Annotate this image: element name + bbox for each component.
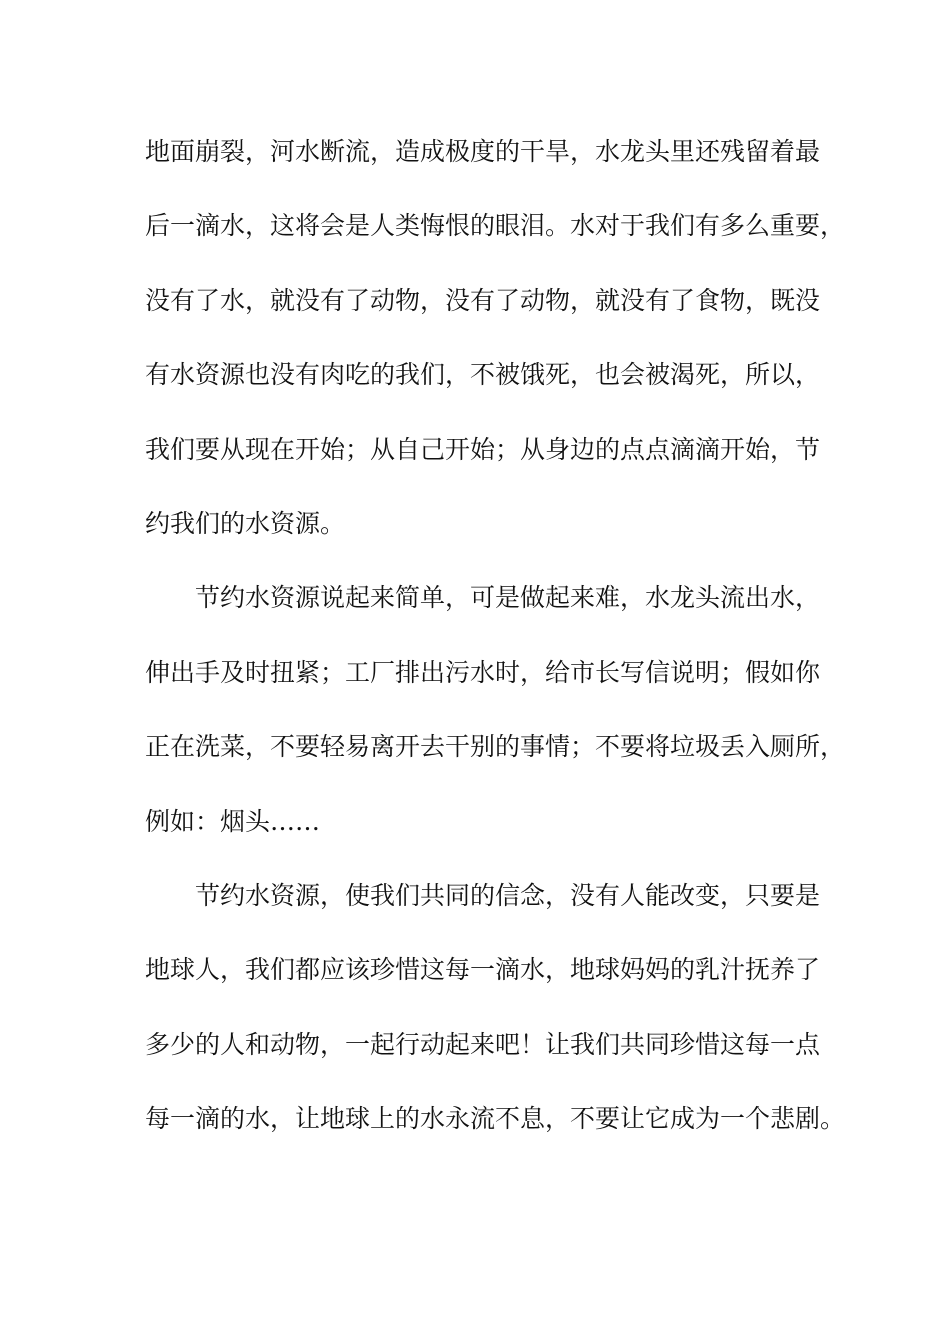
text-line: 我们要从现在开始；从自己开始；从身边的点点滴滴开始，节 [145,434,821,464]
text-line: 多少的人和动物，一起行动起来吧！让我们共同珍惜这每一点 [145,1029,821,1059]
text-line: 伸出手及时扭紧；工厂排出污水时，给市长写信说明；假如你 [145,657,821,687]
document-body [145,128,846,1169]
text-line: 正在洗菜，不要轻易离开去干别的事情；不要将垃圾丢入厕所， [145,732,846,762]
text-line: 约我们的水资源。 [145,508,346,538]
text-line: 没有了水，就没有了动物，没有了动物，就没有了食物，既没 [145,285,821,315]
paragraph-3 [145,872,846,1170]
text-line: 后一滴水，这将会是人类悔恨的眼泪。水对于我们有多么重要， [145,211,846,241]
text-line: 节约水资源说起来简单，可是做起来难，水龙头流出水， [195,583,821,613]
text-line: 例如：烟头…… [145,806,321,836]
text-line: 节约水资源，使我们共同的信念，没有人能改变，只要是 [195,880,821,910]
paragraph-2 [145,574,846,872]
paragraph-1 [145,128,846,574]
text-line: 地面崩裂，河水断流，造成极度的干旱，水龙头里还残留着最 [145,137,821,166]
text-line: 有水资源也没有肉吃的我们，不被饿死，也会被渴死，所以， [145,360,821,390]
text-line: 地球人，我们都应该珍惜这每一滴水，地球妈妈的乳汁抚养了 [145,955,821,985]
text-line: 每一滴的水，让地球上的水永流不息，不要让它成为一个悲剧。 [145,1104,846,1134]
